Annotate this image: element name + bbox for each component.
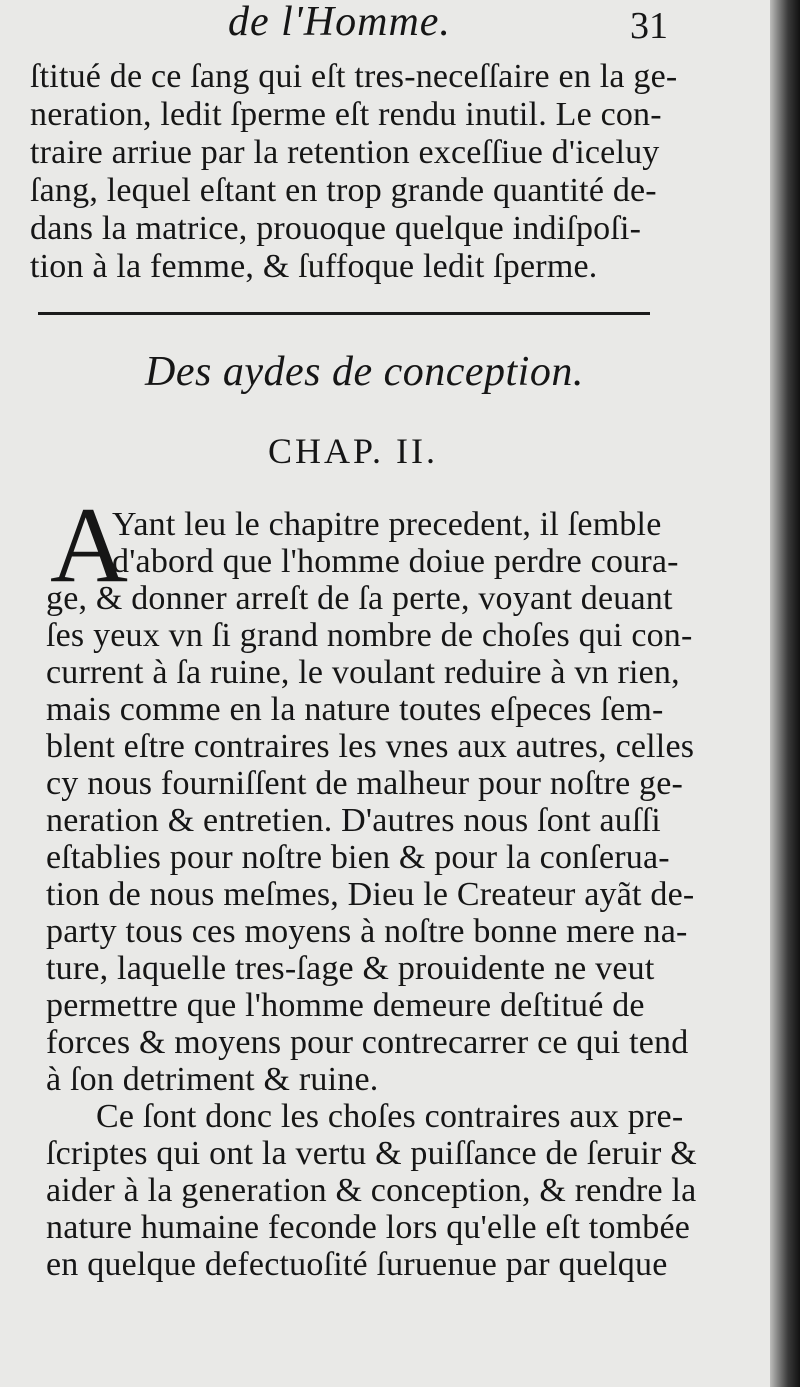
text-line: ge, & donner arreſt de ſa perte, voyant deuant — [46, 580, 673, 617]
text-line: dans la matrice, prouoque quelque indiſpoſi- — [30, 210, 642, 247]
text-line: ſang, lequel eſtant en trop grande quantité de- — [30, 172, 657, 209]
text-line: ture, laquelle tres-ſage & prouidente ne veut — [46, 950, 655, 987]
text-line: tion de nous meſmes, Dieu le Createur ayãt de- — [46, 876, 695, 913]
text-line: en quelque defectuoſité ſuruenue par quelque — [46, 1246, 668, 1283]
text-line: neration & entretien. D'autres nous ſont auſſi — [46, 802, 661, 839]
text-line: Ce ſont donc les choſes contraires aux pre- — [96, 1098, 684, 1135]
text-line: mais comme en la nature toutes eſpeces ſem- — [46, 691, 664, 728]
text-line: eſtablies pour noſtre bien & pour la conſerua- — [46, 839, 670, 876]
text-line: ſtitué de ce ſang qui eſt tres-neceſſaire en la ge- — [30, 58, 678, 95]
text-line: Yant leu le chapitre precedent, il ſemble — [112, 506, 662, 543]
section-divider — [38, 312, 650, 315]
text-line: à ſon detriment & ruine. — [46, 1061, 379, 1098]
drop-cap: A — [50, 486, 128, 605]
text-line: traire arriue par la retention exceſſiue d'iceluy — [30, 134, 660, 171]
text-line: party tous ces moyens à noſtre bonne mere na- — [46, 913, 688, 950]
running-header: de l'Homme. — [228, 0, 451, 45]
text-line: tion à la femme, & ſuffoque ledit ſperme. — [30, 248, 598, 285]
text-line: cy nous fourniſſent de malheur pour noſtre ge- — [46, 765, 684, 802]
chapter-heading: CHAP. II. — [268, 431, 439, 471]
page-number: 31 — [630, 5, 668, 47]
text-line: aider à la generation & conception, & rendre la — [46, 1172, 697, 1209]
text-line: ſes yeux vn ſi grand nombre de choſes qui con- — [46, 617, 693, 654]
text-line: forces & moyens pour contrecarrer ce qui tend — [46, 1024, 689, 1061]
text-line: current à ſa ruine, le voulant reduire à vn rien, — [46, 654, 680, 691]
section-title: Des aydes de conception. — [145, 349, 584, 395]
text-line: ſcriptes qui ont la vertu & puiſſance de ſeruir & — [46, 1135, 697, 1172]
text-line: permettre que l'homme demeure deſtitué de — [46, 987, 645, 1024]
text-line: d'abord que l'homme doiue perdre coura- — [112, 543, 679, 580]
text-line: nature humaine feconde lors qu'elle eſt tombée — [46, 1209, 691, 1246]
text-line: neration, ledit ſperme eſt rendu inutil. Le con- — [30, 96, 662, 133]
page-edge-shadow — [770, 0, 800, 1387]
text-line: blent eſtre contraires les vnes aux autres, celles — [46, 728, 695, 765]
